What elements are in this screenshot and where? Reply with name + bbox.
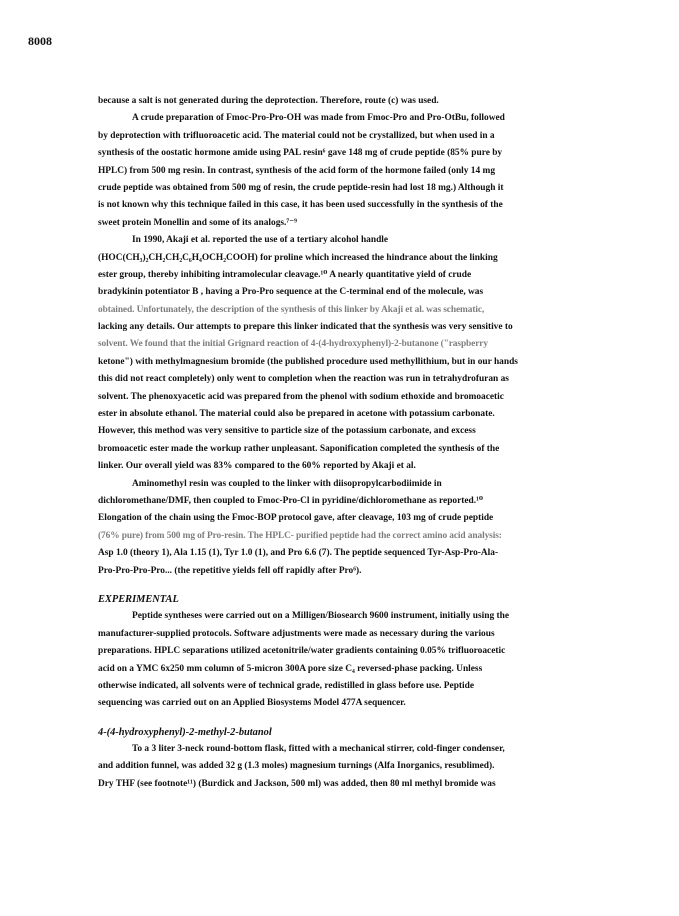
text-line: crude peptide was obtained from 500 mg of resin, the crude peptide-resin had lost 18 mg.) Although it bbox=[98, 182, 504, 193]
text-line: synthesis of the oostatic hormone amide using PAL resin⁶ gave 148 mg of crude peptide (85% pure by bbox=[98, 148, 503, 159]
text-line: Aminomethyl resin was coupled to the linker with diisopropylcarbodiimide in bbox=[132, 478, 442, 489]
text-line: ketone") with methylmagnesium bromide (the published procedure used methyllithium, but in our hands bbox=[98, 356, 518, 367]
text-line: In 1990, Akaji et al. reported the use of a tertiary alcohol handle bbox=[132, 235, 389, 246]
text-line: ester group, thereby inhibiting intramolecular cleavage.¹⁰ A nearly quantitative yield of crude bbox=[98, 269, 472, 280]
text-line: by deprotection with trifluoroacetic acid. The material could not be crystallized, but when used in a bbox=[98, 130, 495, 141]
text-line: sequencing was carried out on an Applied Biosystems Model 477A sequencer. bbox=[98, 698, 406, 709]
text-line: and addition funnel, was added 32 g (1.3 moles) magnesium turnings (Alfa Inorganics, resublimed). bbox=[98, 761, 495, 772]
text-line: bradykinin potentiator B , having a Pro-Pro sequence at the C-terminal end of the molecule, was bbox=[98, 287, 484, 298]
text-line: (HOC(CH₃)₂CH₂CH₂C₆H₄OCH₂COOH) for proline which increased the hindrance about the linking bbox=[98, 252, 498, 263]
experimental-section bbox=[98, 591, 608, 713]
text-line: lacking any details. Our attempts to prepare this linker indicated that the synthesis was very sensitive to bbox=[98, 322, 513, 333]
text-line: is not known why this technique failed in this case, it has been used successfully in the synthesis of the bbox=[98, 200, 503, 211]
text-line: Peptide syntheses were carried out on a Milligen/Biosearch 9600 instrument, initially using the bbox=[132, 611, 509, 622]
text-line: sweet protein Monellin and some of its analogs.⁷⁻⁹ bbox=[98, 217, 297, 228]
text-line: Dry THF (see footnote¹¹) (Burdick and Jackson, 500 ml) was added, then 80 ml methyl bromide was bbox=[98, 778, 496, 789]
text-line: A crude preparation of Fmoc-Pro-Pro-OH was made from Fmoc-Pro and Pro-OtBu, followed bbox=[132, 113, 505, 124]
text-line: dichloromethane/DMF, then coupled to Fmoc-Pro-Cl in pyridine/dichloromethane as reported.¹⁰ bbox=[98, 495, 484, 506]
text-line: Pro-Pro-Pro-Pro... (the repetitive yields fell off rapidly after Pro⁶). bbox=[98, 565, 362, 576]
text-line: solvent. We found that the initial Grignard reaction of 4-(4-hydroxyphenyl)-2-butanone ("raspberry bbox=[98, 339, 488, 350]
text-line: bromoacetic ester made the workup rather unpleasant. Saponification completed the synthesis of the bbox=[98, 443, 500, 454]
paragraph-akaji-linker bbox=[98, 232, 608, 475]
text-line: ester in absolute ethanol. The material could also be prepared in acetone with potassium carbonate. bbox=[98, 409, 495, 420]
text-line: this did not react completely) only went to completion when the reaction was run in tetrahydrofuran as bbox=[98, 374, 509, 385]
text-line: To a 3 liter 3-neck round-bottom flask, fitted with a mechanical stirrer, cold-finger condenser, bbox=[132, 744, 505, 755]
text-line: Elongation of the chain using the Fmoc-BOP protocol gave, after cleavage, 103 mg of crude peptide bbox=[98, 513, 494, 524]
paragraph-fmoc-pro-pro bbox=[98, 110, 608, 232]
paragraph-aminomethyl-resin bbox=[98, 476, 608, 580]
paragraph-route-c bbox=[98, 93, 608, 110]
article-body bbox=[98, 93, 608, 793]
text-line: Asp 1.0 (theory 1), Ala 1.15 (1), Tyr 1.0 (1), and Pro 6.6 (7). The peptide sequenced Tyr-Asp-Pro-Ala- bbox=[98, 548, 499, 559]
text-line: HPLC) from 500 mg resin. In contrast, synthesis of the acid form of the hormone failed (only 14 mg bbox=[98, 165, 496, 176]
text-line: linker. Our overall yield was 83% compared to the 60% reported by Akaji et al. bbox=[98, 461, 416, 472]
text-line: obtained. Unfortunately, the description of the synthesis of this linker by Akaji et al. was schematic, bbox=[98, 304, 485, 315]
text-line: solvent. The phenoxyacetic acid was prepared from the phenol with sodium ethoxide and bromoacetic bbox=[98, 391, 504, 402]
procedure-section bbox=[98, 724, 608, 794]
section-gap bbox=[98, 580, 608, 591]
text-line: acid on a YMC 6x250 mm column of 5-micron 300A pore size C₄ reversed-phase packing. Unless bbox=[98, 663, 483, 674]
section-heading: EXPERIMENTAL bbox=[98, 593, 179, 605]
section-gap bbox=[98, 713, 608, 724]
procedure-heading: 4-(4-hydroxyphenyl)-2-methyl-2-butanol bbox=[98, 726, 272, 738]
text-line: otherwise indicated, all solvents were of technical grade, redistilled in glass before use. Peptide bbox=[98, 680, 475, 691]
page-number: 8008 bbox=[28, 34, 52, 48]
text-line: because a salt is not generated during the deprotection. Therefore, route (c) was used. bbox=[98, 96, 439, 106]
text-line: preparations. HPLC separations utilized acetonitrile/water gradients containing 0.05% trifluoroacetic bbox=[98, 646, 506, 657]
text-line: manufacturer-supplied protocols. Software adjustments were made as necessary during the various bbox=[98, 628, 495, 639]
text-line: (76% pure) from 500 mg of Pro-resin. The HPLC- purified peptide had the correct amino acid analysis: bbox=[98, 530, 502, 541]
text-line: However, this method was very sensitive to particle size of the potassium carbonate, and excess bbox=[98, 426, 476, 437]
